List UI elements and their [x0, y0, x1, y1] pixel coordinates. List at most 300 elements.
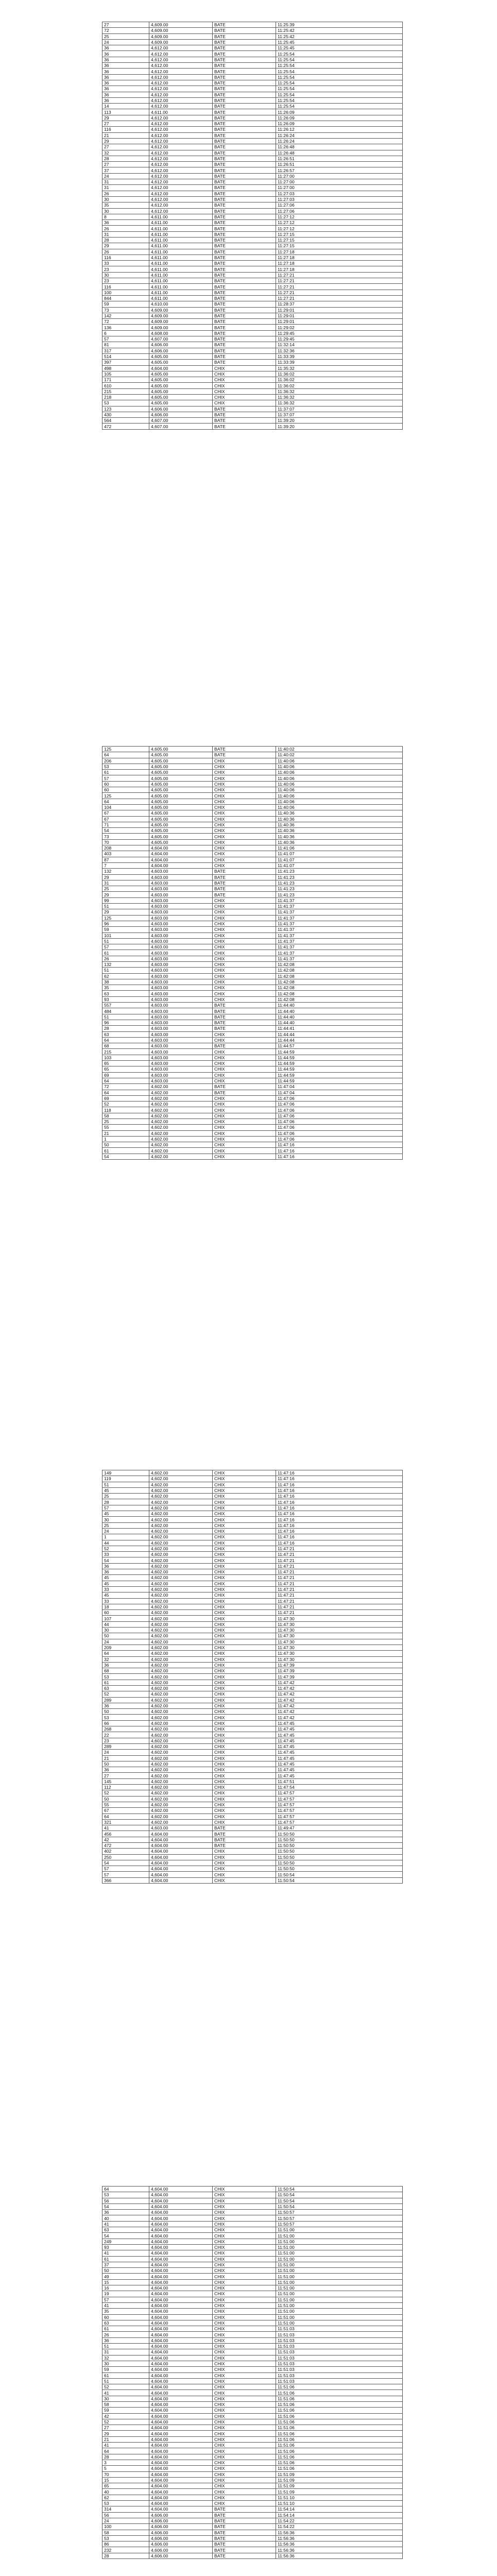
table-row	[102, 1008, 403, 1014]
quantity-cell: 59	[102, 2367, 149, 2372]
table-row	[102, 1621, 403, 1627]
venue-cell: CHIX	[213, 1540, 276, 1546]
venue-cell: CHIX	[213, 388, 276, 394]
price-cell: 4,612.00	[149, 63, 213, 69]
trades-table-3	[102, 1470, 403, 1884]
time-cell: 11:36:32	[276, 388, 403, 394]
quantity-cell: 26	[102, 2332, 149, 2337]
quantity-cell: 51	[102, 2344, 149, 2349]
table-row	[102, 2524, 403, 2530]
time-cell: 11:47:06	[276, 1113, 403, 1118]
time-cell: 11:54:14	[276, 2506, 403, 2512]
table-row	[102, 1854, 403, 1860]
quantity-cell: 35	[102, 2309, 149, 2314]
price-cell: 4,602.00	[149, 1487, 213, 1493]
table-row	[102, 1154, 403, 1159]
venue-cell: CHIX	[213, 1125, 276, 1130]
venue-cell: CHIX	[213, 933, 276, 938]
time-cell: 11:47:45	[276, 1726, 403, 1732]
table-row	[102, 2198, 403, 2204]
quantity-cell: 62	[102, 973, 149, 979]
table-row	[102, 1482, 403, 1487]
price-cell: 4,603.00	[149, 1061, 213, 1066]
price-cell: 4,605.00	[149, 828, 213, 834]
quantity-cell: 60	[102, 787, 149, 793]
price-cell: 4,604.00	[149, 845, 213, 851]
time-cell: 11:47:21	[276, 1581, 403, 1586]
price-cell: 4,602.00	[149, 1616, 213, 1621]
venue-cell: CHIX	[213, 1621, 276, 1627]
table-row	[102, 290, 403, 295]
table-row	[102, 816, 403, 822]
time-cell: 11:50:54	[276, 1877, 403, 1883]
quantity-cell: 67	[102, 816, 149, 822]
venue-cell: BATE	[213, 1090, 276, 1095]
table-row	[102, 45, 403, 51]
time-cell: 11:51:00	[276, 2274, 403, 2279]
table-row	[102, 377, 403, 383]
quantity-cell: 53	[102, 2192, 149, 2198]
price-cell: 4,609.00	[149, 325, 213, 330]
price-cell: 4,605.00	[149, 377, 213, 383]
time-cell: 11:51:00	[276, 2314, 403, 2320]
venue-cell: CHIX	[213, 1656, 276, 1662]
table-row	[102, 1697, 403, 1703]
table-row	[102, 810, 403, 816]
price-cell: 4,604.00	[149, 857, 213, 862]
time-cell: 11:47:57	[276, 1796, 403, 1802]
table-row	[102, 127, 403, 132]
quantity-cell: 484	[102, 1008, 149, 1014]
quantity-cell: 104	[102, 804, 149, 810]
venue-cell: CHIX	[213, 775, 276, 781]
quantity-cell: 73	[102, 307, 149, 313]
venue-cell: CHIX	[213, 2413, 276, 2419]
venue-cell: CHIX	[213, 1674, 276, 1680]
time-cell: 11:26:12	[276, 127, 403, 132]
quantity-cell: 36	[102, 97, 149, 103]
venue-cell: CHIX	[213, 1849, 276, 1854]
venue-cell: CHIX	[213, 1552, 276, 1557]
quantity-cell: 69	[102, 1095, 149, 1101]
table-row	[102, 1628, 403, 1633]
quantity-cell: 63	[102, 1685, 149, 1691]
price-cell: 4,611.00	[149, 231, 213, 237]
table-row	[102, 348, 403, 353]
venue-cell: BATE	[213, 313, 276, 318]
table-row	[102, 1569, 403, 1575]
quantity-cell: 51	[102, 1482, 149, 1487]
venue-cell: CHIX	[213, 2221, 276, 2227]
venue-cell: CHIX	[213, 996, 276, 1002]
venue-cell: CHIX	[213, 2372, 276, 2378]
time-cell: 11:47:30	[276, 1656, 403, 1662]
table-row	[102, 121, 403, 127]
time-cell: 11:36:32	[276, 395, 403, 400]
time-cell: 11:47:06	[276, 1136, 403, 1142]
time-cell: 11:51:06	[276, 2454, 403, 2460]
price-cell: 4,602.00	[149, 1732, 213, 1738]
time-cell: 11:25:54	[276, 69, 403, 74]
venue-cell: CHIX	[213, 1575, 276, 1581]
price-cell: 4,604.00	[149, 2285, 213, 2291]
time-cell: 11:47:45	[276, 1732, 403, 1738]
venue-cell: CHIX	[213, 1546, 276, 1551]
price-cell: 4,602.00	[149, 1680, 213, 1685]
table-row	[102, 1639, 403, 1645]
table-row	[102, 360, 403, 365]
quantity-cell: 55	[102, 1802, 149, 1807]
time-cell: 11:50:50	[276, 1866, 403, 1872]
time-cell: 11:25:54	[276, 104, 403, 109]
price-cell: 4,604.00	[149, 1843, 213, 1849]
price-cell: 4,604.00	[149, 2372, 213, 2378]
time-cell: 11:51:00	[276, 2309, 403, 2314]
table-row	[102, 1476, 403, 1482]
price-cell: 4,602.00	[149, 1639, 213, 1645]
venue-cell: CHIX	[213, 1685, 276, 1691]
price-cell: 4,602.00	[149, 1119, 213, 1125]
quantity-cell: 72	[102, 28, 149, 33]
price-cell: 4,602.00	[149, 1621, 213, 1627]
venue-cell: CHIX	[213, 787, 276, 793]
price-cell: 4,603.00	[149, 892, 213, 897]
time-cell: 11:54:14	[276, 2512, 403, 2518]
quantity-cell: 61	[102, 2256, 149, 2262]
time-cell: 11:47:30	[276, 1616, 403, 1621]
price-cell: 4,605.00	[149, 781, 213, 787]
venue-cell: BATE	[213, 874, 276, 880]
table-row	[102, 897, 403, 903]
time-cell: 11:51:06	[276, 2408, 403, 2413]
quantity-cell: 64	[102, 2187, 149, 2192]
table-row	[102, 412, 403, 417]
price-cell: 4,602.00	[149, 1755, 213, 1761]
time-cell: 11:50:50	[276, 1831, 403, 1837]
time-cell: 11:27:21	[276, 284, 403, 290]
price-cell: 4,603.00	[149, 1014, 213, 1020]
price-cell: 4,612.00	[149, 208, 213, 214]
table-row	[102, 1877, 403, 1883]
time-cell: 11:47:42	[276, 1709, 403, 1715]
price-cell: 4,602.00	[149, 1819, 213, 1825]
price-cell: 4,604.00	[149, 2454, 213, 2460]
price-cell: 4,607.00	[149, 423, 213, 429]
time-cell: 11:40:36	[276, 839, 403, 845]
venue-cell: BATE	[213, 97, 276, 103]
venue-cell: CHIX	[213, 1662, 276, 1668]
quantity-cell: 171	[102, 377, 149, 383]
price-cell: 4,604.00	[149, 2337, 213, 2343]
table-row	[102, 1750, 403, 1755]
table-row	[102, 2477, 403, 2483]
quantity-cell: 36	[102, 1703, 149, 1708]
time-cell: 11:50:57	[276, 2210, 403, 2215]
quantity-cell: 268	[102, 1726, 149, 1732]
price-cell: 4,609.00	[149, 39, 213, 45]
venue-cell: CHIX	[213, 1767, 276, 1773]
table-row	[102, 1825, 403, 1831]
time-cell: 11:25:54	[276, 63, 403, 69]
time-cell: 11:40:06	[276, 775, 403, 781]
table-row	[102, 927, 403, 933]
time-cell: 11:51:06	[276, 2443, 403, 2448]
price-cell: 4,612.00	[149, 104, 213, 109]
price-cell: 4,604.00	[149, 2256, 213, 2262]
price-cell: 4,611.00	[149, 249, 213, 255]
quantity-cell: 31	[102, 179, 149, 185]
price-cell: 4,604.00	[149, 2443, 213, 2448]
quantity-cell: 321	[102, 1819, 149, 1825]
quantity-cell: 21	[102, 1755, 149, 1761]
price-cell: 4,605.00	[149, 371, 213, 377]
venue-cell: BATE	[213, 226, 276, 231]
table-row	[102, 2187, 403, 2192]
time-cell: 11:47:06	[276, 1130, 403, 1136]
price-cell: 4,612.00	[149, 179, 213, 185]
table-row	[102, 1511, 403, 1517]
time-cell: 11:40:02	[276, 752, 403, 758]
venue-cell: CHIX	[213, 845, 276, 851]
venue-cell: BATE	[213, 2547, 276, 2553]
time-cell: 11:47:30	[276, 1633, 403, 1639]
quantity-cell: 218	[102, 395, 149, 400]
price-cell: 4,604.00	[149, 2215, 213, 2221]
time-cell: 11:51:03	[276, 2361, 403, 2366]
venue-cell: CHIX	[213, 2477, 276, 2483]
venue-cell: CHIX	[213, 1130, 276, 1136]
time-cell: 11:25:54	[276, 57, 403, 62]
quantity-cell: 215	[102, 1049, 149, 1055]
venue-cell: CHIX	[213, 2210, 276, 2215]
price-cell: 4,605.00	[149, 388, 213, 394]
price-cell: 4,604.00	[149, 851, 213, 857]
price-cell: 4,608.00	[149, 330, 213, 336]
table-row	[102, 1866, 403, 1872]
price-cell: 4,604.00	[149, 2401, 213, 2407]
quantity-cell: 54	[102, 828, 149, 834]
price-cell: 4,612.00	[149, 173, 213, 179]
price-cell: 4,602.00	[149, 1743, 213, 1749]
time-cell: 11:26:51	[276, 162, 403, 167]
venue-cell: CHIX	[213, 1569, 276, 1575]
quantity-cell: 119	[102, 1476, 149, 1482]
table-row	[102, 173, 403, 179]
venue-cell: CHIX	[213, 770, 276, 775]
table-row	[102, 822, 403, 827]
time-cell: 11:26:48	[276, 144, 403, 150]
time-cell: 11:26:09	[276, 109, 403, 115]
venue-cell: CHIX	[213, 2262, 276, 2267]
table-row	[102, 1773, 403, 1778]
price-cell: 4,604.00	[149, 2489, 213, 2495]
venue-cell: CHIX	[213, 921, 276, 926]
table-row	[102, 1586, 403, 1592]
venue-cell: CHIX	[213, 834, 276, 839]
quantity-cell: 64	[102, 1814, 149, 1819]
venue-cell: BATE	[213, 353, 276, 359]
time-cell: 11:47:16	[276, 1470, 403, 1476]
quantity-cell: 30	[102, 1517, 149, 1522]
quantity-cell: 32	[102, 1656, 149, 1662]
quantity-cell: 250	[102, 1854, 149, 1860]
price-cell: 4,606.00	[149, 2547, 213, 2553]
time-cell: 11:51:03	[276, 2378, 403, 2384]
venue-cell: CHIX	[213, 1072, 276, 1078]
price-cell: 4,602.00	[149, 1125, 213, 1130]
table-row	[102, 1113, 403, 1118]
quantity-cell: 402	[102, 1849, 149, 1854]
quantity-cell: 31	[102, 880, 149, 886]
time-cell: 11:44:40	[276, 1014, 403, 1020]
time-cell: 11:36:02	[276, 377, 403, 383]
table-row	[102, 278, 403, 284]
venue-cell: CHIX	[213, 2326, 276, 2332]
venue-cell: CHIX	[213, 2291, 276, 2297]
table-row	[102, 1814, 403, 1819]
price-cell: 4,605.00	[149, 353, 213, 359]
table-body	[102, 1470, 403, 1884]
price-cell: 4,604.00	[149, 2268, 213, 2274]
price-cell: 4,612.00	[149, 57, 213, 62]
time-cell: 11:51:00	[276, 2320, 403, 2326]
venue-cell: CHIX	[213, 1755, 276, 1761]
price-cell: 4,603.00	[149, 1020, 213, 1025]
venue-cell: CHIX	[213, 1866, 276, 1872]
time-cell: 11:44:59	[276, 1055, 403, 1060]
quantity-cell: 54	[102, 1557, 149, 1563]
price-cell: 4,612.00	[149, 162, 213, 167]
table-row	[102, 1604, 403, 1609]
quantity-cell: 86	[102, 2541, 149, 2547]
venue-cell: BATE	[213, 1014, 276, 1020]
price-cell: 4,605.00	[149, 804, 213, 810]
price-cell: 4,605.00	[149, 764, 213, 769]
table-row	[102, 747, 403, 752]
quantity-cell: 60	[102, 1610, 149, 1616]
price-cell: 4,607.00	[149, 418, 213, 423]
quantity-cell: 51	[102, 938, 149, 944]
price-cell: 4,602.00	[149, 1557, 213, 1563]
venue-cell: CHIX	[213, 1031, 276, 1037]
table-row	[102, 2244, 403, 2250]
quantity-cell: 5	[102, 2466, 149, 2471]
time-cell: 11:51:06	[276, 2431, 403, 2436]
time-cell: 11:36:32	[276, 400, 403, 406]
venue-cell: BATE	[213, 892, 276, 897]
quantity-cell: 64	[102, 2448, 149, 2454]
time-cell: 11:51:00	[276, 2279, 403, 2285]
time-cell: 11:56:36	[276, 2530, 403, 2535]
quantity-cell: 51	[102, 2378, 149, 2384]
venue-cell: CHIX	[213, 1633, 276, 1639]
time-cell: 11:39:20	[276, 418, 403, 423]
time-cell: 11:41:06	[276, 845, 403, 851]
venue-cell: BATE	[213, 418, 276, 423]
price-cell: 4,602.00	[149, 1726, 213, 1732]
table-row	[102, 144, 403, 150]
time-cell: 11:40:06	[276, 799, 403, 804]
quantity-cell: 7	[102, 862, 149, 868]
quantity-cell: 30	[102, 196, 149, 202]
table-row	[102, 1755, 403, 1761]
price-cell: 4,602.00	[149, 1814, 213, 1819]
venue-cell: CHIX	[213, 2285, 276, 2291]
table-row	[102, 1726, 403, 1732]
price-cell: 4,605.00	[149, 816, 213, 822]
time-cell: 11:47:06	[276, 1095, 403, 1101]
time-cell: 11:25:45	[276, 39, 403, 45]
price-cell: 4,604.00	[149, 2274, 213, 2279]
time-cell: 11:51:03	[276, 2344, 403, 2349]
table-row	[102, 2408, 403, 2413]
table-row	[102, 371, 403, 377]
quantity-cell: 24	[102, 1639, 149, 1645]
price-cell: 4,603.00	[149, 933, 213, 938]
quantity-cell: 125	[102, 915, 149, 921]
venue-cell: BATE	[213, 290, 276, 295]
time-cell: 11:47:21	[276, 1586, 403, 1592]
table-row	[102, 272, 403, 278]
venue-cell: BATE	[213, 249, 276, 255]
venue-cell: BATE	[213, 880, 276, 886]
table-row	[102, 1499, 403, 1505]
venue-cell: BATE	[213, 1831, 276, 1837]
venue-cell: BATE	[213, 423, 276, 429]
table-row	[102, 1610, 403, 1616]
venue-cell: CHIX	[213, 2401, 276, 2407]
time-cell: 11:47:21	[276, 1598, 403, 1604]
time-cell: 11:26:48	[276, 150, 403, 156]
quantity-cell: 28	[102, 156, 149, 161]
time-cell: 11:47:16	[276, 1528, 403, 1534]
time-cell: 11:51:10	[276, 2495, 403, 2500]
price-cell: 4,602.00	[149, 1136, 213, 1142]
price-cell: 4,603.00	[149, 961, 213, 967]
time-cell: 11:27:18	[276, 255, 403, 260]
table-row	[102, 1540, 403, 1546]
price-cell: 4,602.00	[149, 1142, 213, 1148]
venue-cell: CHIX	[213, 764, 276, 769]
price-cell: 4,602.00	[149, 1522, 213, 1528]
venue-cell: CHIX	[213, 1802, 276, 1807]
quantity-cell: 33	[102, 1598, 149, 1604]
time-cell: 11:47:57	[276, 1819, 403, 1825]
price-cell: 4,602.00	[149, 1778, 213, 1784]
venue-cell: BATE	[213, 886, 276, 892]
quantity-cell: 41	[102, 2302, 149, 2308]
venue-cell: BATE	[213, 185, 276, 191]
time-cell: 11:40:06	[276, 787, 403, 793]
price-cell: 4,606.00	[149, 412, 213, 417]
quantity-cell: 50	[102, 1709, 149, 1715]
table-row	[102, 915, 403, 921]
table-row	[102, 208, 403, 214]
quantity-cell: 66	[102, 1720, 149, 1726]
venue-cell: CHIX	[213, 2332, 276, 2337]
table-row	[102, 196, 403, 202]
quantity-cell: 57	[102, 944, 149, 950]
time-cell: 11:27:18	[276, 249, 403, 255]
quantity-cell: 30	[102, 272, 149, 278]
quantity-cell: 57	[102, 1505, 149, 1511]
venue-cell: CHIX	[213, 371, 276, 377]
table-row	[102, 39, 403, 45]
time-cell: 11:27:15	[276, 243, 403, 249]
venue-cell: CHIX	[213, 1557, 276, 1563]
time-cell: 11:27:21	[276, 290, 403, 295]
time-cell: 11:27:18	[276, 266, 403, 272]
